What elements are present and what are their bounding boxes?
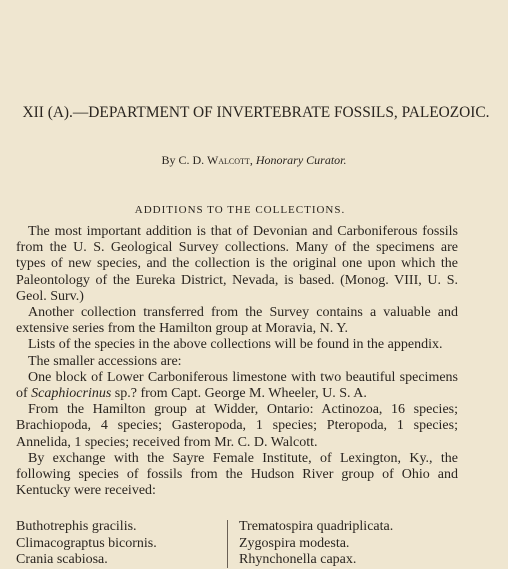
- paragraph-4: The smaller accessions are:: [28, 353, 182, 369]
- byline-by: By: [161, 153, 176, 167]
- section-heading: ADDITIONS TO THE COLLECTIONS.: [134, 204, 346, 216]
- species-column-right: [239, 519, 393, 569]
- byline-role: Honorary Curator.: [255, 153, 347, 167]
- crinoid-text-before: One block of Lower Carboniferous limestone with two beautiful specimens of: [16, 369, 458, 402]
- species-item: Rhynchonella capax.: [239, 552, 357, 567]
- page-title: XII (A).—DEPARTMENT OF INVERTEBRATE FOSSILS, PALEOZOIC.: [22, 104, 490, 121]
- paragraph-crinoid: [16, 370, 458, 402]
- paragraph-6: By exchange with the Sayre Female Institute, of Lexington, Ky., the following species of fossils from the Hudson River group of Ohio and Kentucky were received:: [16, 450, 458, 499]
- crinoid-genus: Scaphiocrinus: [31, 386, 112, 402]
- species-item: Crania scabiosa.: [16, 552, 108, 567]
- species-item: Zygospira modesta.: [239, 535, 350, 551]
- species-item: Buthotrephis gracilis.: [16, 519, 137, 534]
- paragraph-2: Another collection transferred from the Survey contains a valuable and extensive series from the Hamilton group at Moravia, N. Y.: [16, 305, 458, 337]
- crinoid-text-after: sp.? from Capt. George M. Wheeler, U. S. A.: [111, 386, 367, 402]
- paragraph-5: From the Hamilton group at Widder, Ontario: Actinozoa, 16 species; Brachiopoda, 4 species; Gasteropoda, 1 species; Pteropoda, 1 species; Annelida, 1 species; received from Mr. C. D. Walcott.: [16, 402, 458, 450]
- paragraph-1: The most important addition is that of Devonian and Carboniferous fossils from the U. S. Geological Survey collections. Many of the specimens are types of new species, and the collection is the original one upon which the Paleontology of the Eureka District, Nevada, is based. (Monog. VIII, U. S. Geol. Surv.): [16, 224, 458, 304]
- species-column-left: [16, 519, 157, 569]
- column-divider: [227, 520, 228, 568]
- species-item: Trematospira quadriplicata.: [239, 519, 394, 534]
- byline-author: C. D. Walcott,: [178, 153, 253, 167]
- paragraph-3: Lists of the species in the above collections will be found in the appendix.: [28, 337, 443, 353]
- body-text: [16, 224, 458, 499]
- species-item: Climacograptus bicornis.: [16, 535, 157, 551]
- byline: [0, 153, 508, 168]
